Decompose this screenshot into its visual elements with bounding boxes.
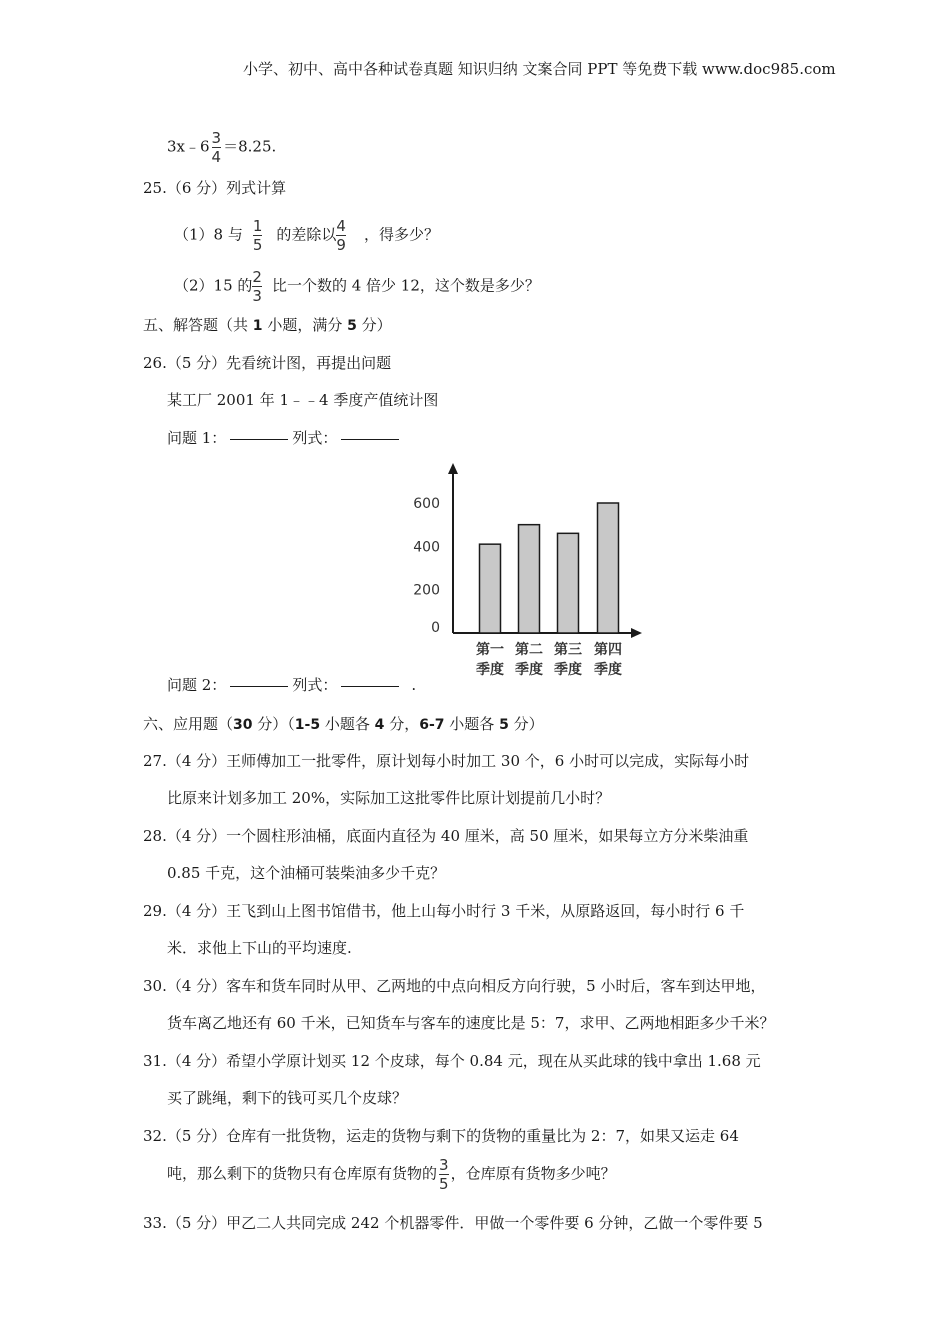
formula-blank[interactable] — [341, 686, 399, 687]
eq-left: 3x﹣6 — [167, 137, 210, 156]
q29-line1: 29.（4 分）王飞到山上图书馆借书，他上山每小时行 3 千米，从原路返回，每小时行 6 千 — [143, 902, 745, 920]
question-2-line: 问题 2： 列式： . — [167, 676, 417, 694]
x-tick-label: 季度 — [594, 662, 622, 678]
x-tick-label: 季度 — [515, 662, 543, 678]
x-tick-label: 第四 — [594, 642, 622, 658]
q29-line2: 米．求他上下山的平均速度. — [167, 939, 352, 957]
answer-blank[interactable] — [230, 686, 288, 687]
q32-line2: 吨，那么剩下的货物只有仓库原有货物的 $\frac{3}{5}$ ，仓库原有货物多少吨？ — [167, 1156, 616, 1193]
y-tick-200: 200 — [413, 582, 440, 599]
q28-line2: 0.85 千克，这个油桶可装柴油多少千克？ — [167, 864, 446, 882]
q25-title: 25.（6 分）列式计算 — [143, 179, 287, 197]
q28-line1: 28.（4 分）一个圆柱形油桶，底面内直径为 40 厘米，高 50 厘米，如果每立方分米柴油重 — [143, 827, 749, 845]
q25-part1: （1）8 与 $\frac{1}{5}$ 的差除以 $\frac{4}{9}$ ，得多少？ — [174, 217, 439, 254]
q26-title: 26.（5 分）先看统计图，再提出问题 — [143, 354, 392, 372]
x-tick-label: 第二 — [515, 642, 543, 658]
equation-24 — [167, 130, 276, 165]
q27-line1: 27.（4 分）王师傅加工一批零件，原计划每小时加工 30 个，6 小时可以完成，实际每小时 — [143, 752, 750, 770]
q31-line2: 买了跳绳，剩下的钱可买几个皮球？ — [167, 1089, 408, 1107]
section-6-heading: 六、应用题（30 分）（1-5 小题各 4 分，6-7 小题各 5 分） — [143, 715, 544, 733]
q27-line2: 比原来计划多加工 20%，实际加工这批零件比原计划提前几小时？ — [167, 789, 611, 807]
x-tick-label: 季度 — [476, 662, 504, 678]
bars — [480, 503, 619, 633]
bar-chart — [400, 460, 660, 690]
answer-blank[interactable] — [230, 439, 288, 440]
x-tick-labels — [476, 641, 622, 678]
y-tick-600: 600 — [413, 496, 440, 512]
x-tick-label: 第一 — [476, 642, 504, 658]
q32-line1: 32.（5 分）仓库有一批货物，运走的货物与剩下的货物的重量比为 2：7，如果又运走 64 — [143, 1127, 739, 1145]
bar-2 — [519, 525, 540, 633]
section-5-heading: 五、解答题（共 1 小题，满分 5 分） — [143, 316, 392, 334]
q33-line1: 33.（5 分）甲乙二人共同完成 242 个机器零件．甲做一个零件要 6 分钟，乙做一个零件要 5 — [143, 1214, 763, 1232]
bar-3 — [558, 533, 579, 633]
q25-part2: （2）15 的 $\frac{2}{3}$ 比一个数的 4 倍少 12，这个数是多少？ — [174, 268, 540, 305]
bar-1 — [480, 544, 501, 633]
y-tick-labels — [413, 496, 440, 636]
x-tick-label: 季度 — [554, 662, 582, 678]
formula-blank[interactable] — [341, 439, 399, 440]
question-1-line: 问题 1： 列式： — [167, 428, 403, 448]
q31-line1: 31.（4 分）希望小学原计划买 12 个皮球，每个 0.84 元，现在从买此球的钱中拿出 1.68 元 — [143, 1052, 761, 1070]
q30-line2: 货车离乙地还有 60 千米，已知货车与客车的速度比是 5：7，求甲、乙两地相距多少千米？ — [167, 1014, 775, 1032]
q30-line1: 30.（4 分）客车和货车同时从甲、乙两地的中点向相反方向行驶，5 小时后，客车到达甲地， — [143, 977, 766, 995]
chart-caption: 某工厂 2001 年 1﹣﹣4 季度产值统计图 — [167, 391, 439, 409]
page-header: 小学、初中、高中各种试卷真题 知识归纳 文案合同 PPT 等免费下载 www.doc985.com — [243, 60, 836, 78]
fraction: $\frac{3}{4}$ — [211, 129, 222, 166]
eq-right: ＝8.25. — [223, 137, 277, 156]
y-tick-0: 0 — [431, 620, 440, 636]
bar-4 — [598, 503, 619, 633]
x-tick-label: 第三 — [554, 642, 582, 658]
y-tick-400: 400 — [413, 539, 440, 556]
